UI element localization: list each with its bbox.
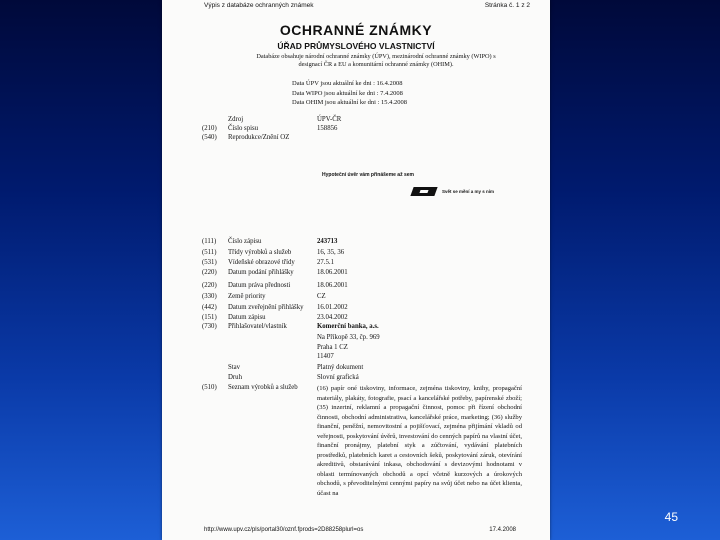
row-code: (220)	[202, 282, 217, 289]
date-line-upv: Data ÚPV jsou aktuální ke dni : 16.4.2008	[292, 80, 403, 87]
owner-address	[317, 333, 380, 362]
row-label: Země priority	[228, 293, 266, 300]
row-code: (511)	[202, 249, 217, 256]
row-value: CZ	[317, 293, 326, 300]
row-label: Datum zveřejnění přihlášky	[228, 304, 304, 311]
row-value: Komerční banka, a.s.	[317, 323, 379, 330]
document-footer	[204, 527, 516, 533]
document-header	[204, 2, 530, 9]
row-value: 18.06.2001	[317, 282, 348, 289]
footer-date: 17.4.2008	[489, 527, 516, 533]
row-label: Přihlašovatel/vlastník	[228, 323, 287, 330]
row-value: ÚPV-ČR	[317, 116, 342, 123]
slide-number: 45	[664, 510, 678, 524]
row-code: (531)	[202, 259, 217, 266]
row-code: (330)	[202, 293, 217, 300]
intro-text	[212, 53, 540, 69]
address-line: Praha 1 CZ	[317, 343, 348, 351]
row-code: (111)	[202, 238, 217, 245]
row-code: (210)	[202, 125, 217, 132]
intro-line: designací ČR a EU a komunitární ochranné známky (OHIM).	[298, 61, 454, 68]
intro-line: Databáze obsahuje národní ochranné známky (ÚPV), mezinárodní ochranné známky (WIPO) s	[256, 53, 496, 60]
row-value: 16.01.2002	[317, 304, 348, 311]
row-value: 16, 35, 36	[317, 249, 345, 256]
date-line-wipo: Data WIPO jsou aktuální ke dni : 7.4.2008	[292, 89, 403, 97]
row-label: Třídy výrobků a služeb	[228, 249, 292, 256]
row-label: Seznam výrobků a služeb	[228, 384, 298, 391]
row-label: Datum práva přednosti	[228, 282, 291, 289]
address-line: 11407	[317, 353, 334, 360]
logo-slogan: Svět se mění a my s ním	[442, 189, 495, 194]
document-scan	[162, 0, 550, 540]
header-page: Stránka č. 1 z 2	[484, 2, 530, 9]
row-code: (510)	[202, 384, 217, 391]
row-value: 27.5.1	[317, 259, 334, 266]
footer-url: http://www.upv.cz/pls/portal30/oznf.fprods=2D88258plurl=os	[204, 527, 364, 533]
row-label: Zdroj	[228, 116, 244, 123]
document-subtitle: ÚŘAD PRŮMYSLOVÉHO VLASTNICTVÍ	[277, 41, 435, 51]
row-code: (442)	[202, 304, 217, 311]
update-dates	[292, 79, 407, 108]
row-value: 23.04.2002	[317, 314, 348, 321]
row-label: Číslo zápisu	[228, 238, 262, 245]
row-value: 18.06.2001	[317, 269, 348, 276]
row-label: Datum zápisu	[228, 314, 266, 321]
row-label: Datum podání přihlášky	[228, 269, 294, 276]
row-code: (730)	[202, 323, 217, 330]
row-code: (151)	[202, 314, 217, 321]
row-value: Slovní grafická	[317, 374, 359, 381]
reproduction-text: Hypoteční úvěr vám přinášeme až sem	[322, 172, 414, 178]
row-code: (540)	[202, 134, 217, 141]
row-value: 158856	[317, 125, 338, 132]
date-line-ohim: Data OHIM jsou aktuální ke dni : 15.4.2008	[292, 99, 407, 106]
document-title: OCHRANNÉ ZNÁMKY	[279, 22, 433, 38]
row-label: Druh	[228, 374, 242, 381]
bank-logo-icon	[410, 187, 437, 196]
row-value: 243713	[317, 238, 338, 245]
header-left: Výpis z databáze ochranných známek	[204, 2, 314, 9]
address-line: Na Příkopě 33, čp. 969	[317, 334, 380, 341]
goods-services-list: (16) papír oné tiskoviny, informace, zejména tiskoviny, knihy, propagační materiály, plakáty, fotografie, psací a kancelářské potřeby, papírenské zboží; (35) inzertní, reklamní a propagační činnost, pomoc při řízení obchodní činnosti, obchodní administrativa, kancelářské práce, marketing; (36) služby finanční, peněžní, nemovitostní a pojišťovací, zejména přijímání vkladů od veřejnosti, poskytování úvěrů, investování do cenných papírů na vlastní účet, finanční pronájmy, platební styk a zúčtování, vydávání platebních prostředků, platebních karet a cestovních šeků, poskytování záruk, otevírání akreditivů, obstarávání inkasa, obchodování s devizovými hodnotami v oblasti termínovaných obchodů a opcí včetně kurzových a úrokových obchodů, s převoditelnými cennými papíry na svůj účet nebo na účet klienta, účast na	[317, 385, 522, 497]
row-label: Reprodukce/Znění OZ	[228, 134, 290, 141]
row-value: Platný dokument	[317, 364, 364, 371]
row-label: Číslo spisu	[228, 125, 259, 132]
row-label: Stav	[228, 364, 241, 371]
row-code: (220)	[202, 269, 217, 276]
row-label: Vídeňské obrazové třídy	[228, 259, 295, 266]
